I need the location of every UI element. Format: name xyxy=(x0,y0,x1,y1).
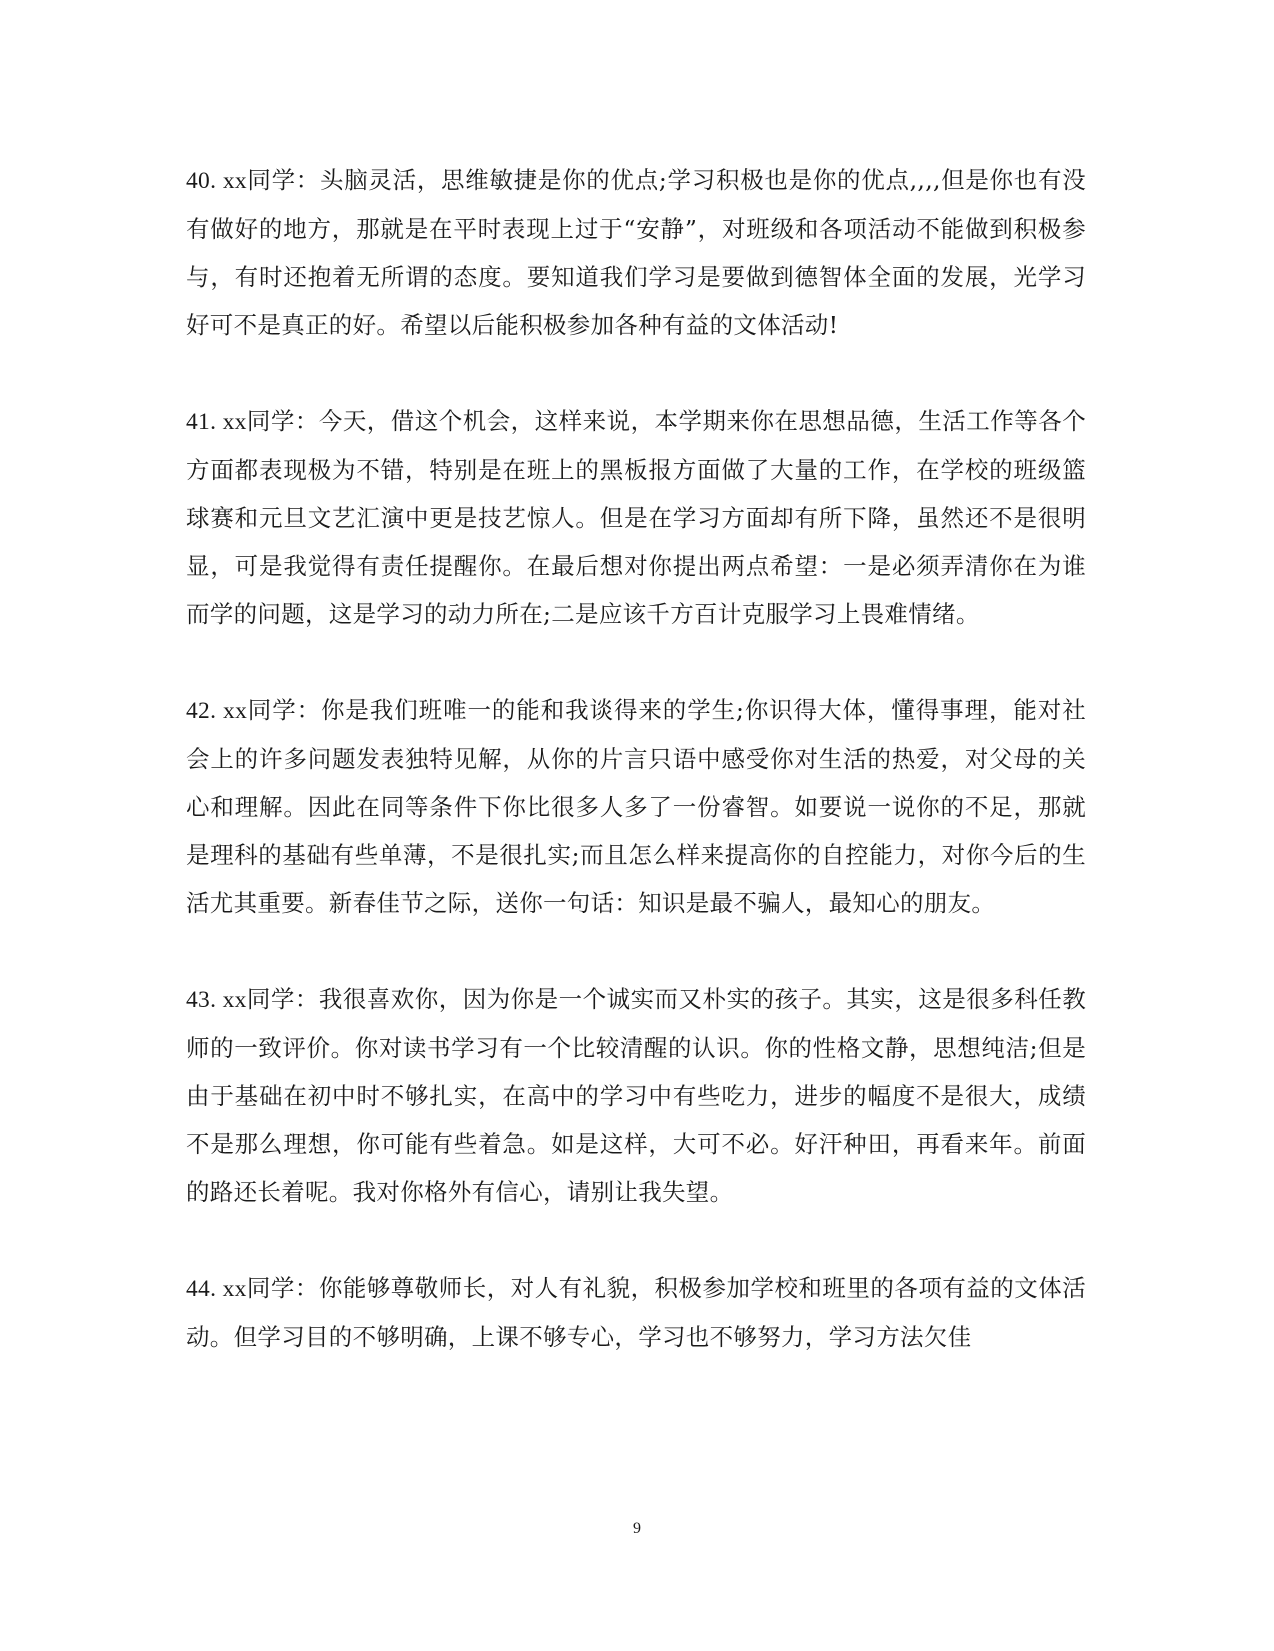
paragraph-number: 43. xx xyxy=(186,987,247,1013)
paragraph-43 xyxy=(186,975,1086,1216)
paragraph-text: 同学：你能够尊敬师长，对人有礼貌，积极参加学校和班里的各项有益的文体活动。但学习目的不够明确，上课不够专心，学习也不够努力，学习方法欠佳 xyxy=(186,1274,1086,1351)
paragraph-text: 同学：今天，借这个机会，这样来说，本学期来你在思想品德，生活工作等各个方面都表现极为不错，特别是在班上的黑板报方面做了大量的工作，在学校的班级篮球赛和元旦文艺汇演中更是技艺惊人。但是在学习方面却有所下降，虽然还不是很明显，可是我觉得有责任提醒你。在最后想对你提出两点希望：一是必须弄清你在为谁而学的问题，这是学习的动力所在;二是应该千方百计克服学习上畏难情绪。 xyxy=(186,407,1086,628)
document-body xyxy=(186,156,1086,1409)
paragraph-40 xyxy=(186,156,1086,349)
paragraph-number: 42. xx xyxy=(186,698,248,724)
paragraph-number: 40. xx xyxy=(186,168,247,194)
paragraph-text: 同学：我很喜欢你，因为你是一个诚实而又朴实的孩子。其实，这是很多科任教师的一致评价。你对读书学习有一个比较清醒的认识。你的性格文静，思想纯洁;但是由于基础在初中时不够扎实，在高中的学习中有些吃力，进步的幅度不是很大，成绩不是那么理想，你可能有些着急。如是这样，大可不必。好汗种田，再看来年。前面的路还长着呢。我对你格外有信心，请别让我失望。 xyxy=(186,985,1086,1206)
paragraph-42 xyxy=(186,686,1086,927)
paragraph-41 xyxy=(186,397,1086,638)
paragraph-text: 同学：头脑灵活，思维敏捷是你的优点;学习积极也是你的优点,,,,但是你也有没有做好的地方，那就是在平时表现上过于“安静”，对班级和各项活动不能做到积极参与，有时还抱着无所谓的态度。要知道我们学习是要做到德智体全面的发展，光学习好可不是真正的好。希望以后能积极参加各种有益的文体活动! xyxy=(186,166,1086,339)
page-number: 9 xyxy=(633,1520,641,1537)
paragraph-44 xyxy=(186,1264,1086,1361)
paragraph-number: 44. xx xyxy=(186,1276,247,1302)
paragraph-number: 41. xx xyxy=(186,409,247,435)
paragraph-text: 同学：你是我们班唯一的能和我谈得来的学生;你识得大体，懂得事理，能对社会上的许多问题发表独特见解，从你的片言只语中感受你对生活的热爱，对父母的关心和理解。因此在同等条件下你比很多人多了一份睿智。如要说一说你的不足，那就是理科的基础有些单薄，不是很扎实;而且怎么样来提高你的自控能力，对你今后的生活尤其重要。新春佳节之际，送你一句话：知识是最不骗人，最知心的朋友。 xyxy=(186,696,1086,917)
